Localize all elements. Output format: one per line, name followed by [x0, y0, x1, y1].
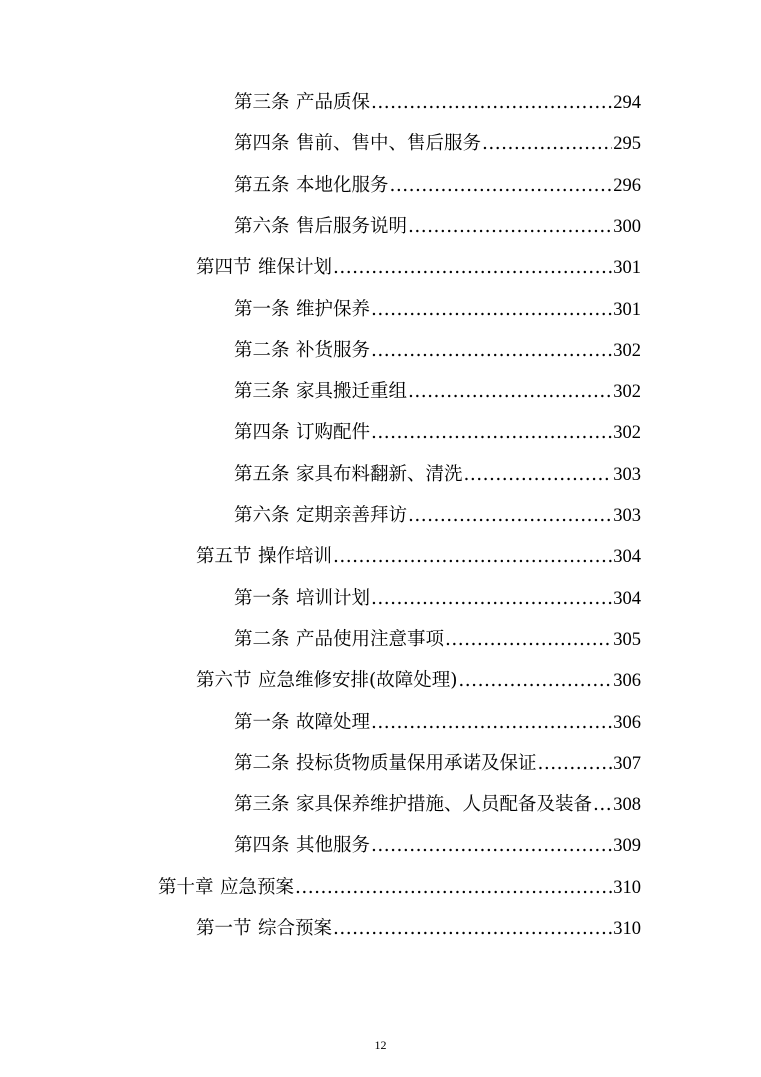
toc-entry-title	[158, 873, 294, 903]
toc-entry-text: 操作培训	[257, 546, 332, 568]
toc-entry[interactable]	[234, 831, 641, 861]
dot-leader	[295, 873, 612, 903]
dot-leader	[371, 295, 612, 325]
toc-entry-number: 第十章	[158, 876, 214, 898]
toc-entry-number: 第四条	[234, 133, 290, 155]
page-number: 12	[374, 1038, 387, 1052]
toc-entry-number: 第一节	[196, 918, 252, 939]
toc-entry-page: 302	[613, 382, 641, 403]
toc-entry-page: 308	[613, 795, 641, 816]
toc-entry-text: 产品质保	[295, 92, 370, 113]
toc-entry-page: 295	[613, 134, 641, 155]
toc-entry[interactable]	[234, 88, 641, 118]
dot-leader	[482, 129, 612, 159]
toc-entry-text: 补货服务	[295, 339, 370, 361]
toc-entry-number: 第六条	[234, 215, 290, 237]
dot-leader	[538, 749, 613, 779]
toc-entry-number: 第二条	[234, 752, 290, 774]
toc-entry-text: 家具搬迁重组	[295, 381, 407, 403]
dot-leader	[464, 460, 613, 490]
toc-entry-page: 302	[613, 423, 641, 444]
dot-leader	[408, 377, 612, 407]
dot-leader	[371, 88, 612, 118]
toc-entry-text: 综合预案	[257, 918, 332, 939]
toc-entry-title	[196, 253, 332, 283]
toc-entry-page: 294	[613, 93, 641, 113]
dot-leader	[371, 584, 612, 614]
toc-entry-title	[234, 212, 407, 242]
toc-entry-text: 家具布料翻新、清洗	[295, 463, 463, 485]
toc-entry-title	[196, 914, 332, 944]
toc-entry-page: 301	[613, 299, 641, 320]
toc-entry-title	[234, 336, 370, 366]
toc-entry-page: 303	[613, 506, 641, 526]
toc-entry[interactable]	[196, 542, 641, 572]
toc-entry-text: 应急预案	[219, 876, 294, 898]
toc-entry[interactable]	[158, 873, 641, 903]
toc-entry-text: 维护保养	[295, 298, 370, 320]
toc-entry-page: 310	[613, 919, 641, 939]
toc-entry-title	[234, 129, 481, 159]
toc-entry[interactable]	[196, 914, 641, 944]
toc-entry-text: 售前、售中、售后服务	[295, 133, 481, 155]
toc-entry-number: 第六节	[196, 670, 252, 692]
toc-entry[interactable]	[196, 253, 641, 283]
toc-entry-page: 306	[613, 712, 641, 733]
toc-entry-title	[234, 831, 370, 861]
toc-entry-text: 产品使用注意事项	[295, 628, 444, 650]
dot-leader	[371, 336, 612, 366]
dot-leader	[445, 625, 612, 655]
dot-leader	[333, 914, 612, 944]
toc-entry-number: 第一条	[234, 587, 290, 609]
toc-entry-page: 302	[613, 340, 641, 361]
toc-entry-number: 第四条	[234, 835, 290, 857]
toc-entry-page: 304	[613, 547, 641, 568]
toc-entry[interactable]	[234, 129, 641, 159]
toc-entry-title	[234, 625, 444, 655]
toc-entry[interactable]	[234, 295, 641, 325]
toc-entry-number: 第六条	[234, 505, 290, 526]
toc-entry-text: 故障处理	[295, 711, 370, 733]
dot-leader	[390, 171, 613, 201]
toc-entry-page: 309	[613, 836, 641, 857]
toc-entry-text: 售后服务说明	[295, 215, 407, 237]
toc-entry[interactable]	[234, 749, 641, 779]
toc-entry-number: 第二条	[234, 339, 290, 361]
toc-entry[interactable]	[234, 377, 641, 407]
toc-entry-number: 第二条	[234, 628, 290, 650]
toc-entry-page: 305	[613, 629, 641, 650]
toc-entry-title	[196, 542, 332, 572]
toc-entry-title	[234, 460, 463, 490]
toc-entry[interactable]	[234, 584, 641, 614]
toc-entry-page: 306	[613, 671, 641, 692]
dot-leader	[333, 542, 612, 572]
toc-entry-number: 第三条	[234, 381, 290, 403]
toc-entry-title	[234, 708, 370, 738]
toc-entry-text: 应急维修安排(故障处理)	[257, 670, 458, 692]
toc-entry-text: 其他服务	[295, 835, 370, 857]
toc-entry-number: 第四节	[196, 257, 252, 279]
toc-entry-title	[234, 295, 370, 325]
toc-entry-number: 第五节	[196, 546, 252, 568]
toc-entry[interactable]	[234, 708, 641, 738]
toc-entry[interactable]	[234, 790, 641, 820]
toc-entry-page: 304	[613, 588, 641, 609]
toc-entry-page: 307	[613, 753, 641, 774]
toc-entry-page: 296	[613, 175, 641, 196]
toc-entry-number: 第一条	[234, 298, 290, 320]
dot-leader	[458, 666, 612, 696]
toc-entry[interactable]	[234, 625, 641, 655]
toc-entry-text: 培训计划	[295, 587, 370, 609]
toc-entry[interactable]	[234, 212, 641, 242]
dot-leader	[371, 418, 612, 448]
toc-entry-number: 第一条	[234, 711, 290, 733]
toc-entry-title	[234, 790, 592, 820]
toc-entry-text: 投标货物质量保用承诺及保证	[295, 752, 537, 774]
dot-leader	[333, 253, 612, 283]
toc-entry-number: 第四条	[234, 422, 290, 444]
toc-entry-page: 301	[613, 258, 641, 279]
toc-entry-text: 本地化服务	[295, 174, 389, 196]
toc-entry[interactable]	[196, 666, 641, 696]
dot-leader	[408, 501, 612, 531]
dot-leader	[408, 212, 612, 242]
toc-entry-text: 订购配件	[295, 422, 370, 444]
toc-entry-title	[234, 88, 370, 118]
toc-entry-title	[234, 749, 537, 779]
toc-entry-number: 第五条	[234, 174, 290, 196]
toc-entry-title	[234, 171, 389, 201]
toc-entry-number: 第五条	[234, 463, 290, 485]
toc-entry[interactable]	[234, 501, 641, 531]
toc-entry[interactable]	[234, 418, 641, 448]
toc-entry-page: 310	[613, 877, 641, 898]
toc-entry-text: 定期亲善拜访	[295, 505, 407, 526]
toc-entry-title	[234, 584, 370, 614]
toc-entry-number: 第三条	[234, 92, 290, 113]
dot-leader	[371, 708, 612, 738]
toc-entry-title	[234, 501, 407, 531]
toc-entry[interactable]	[234, 460, 641, 490]
dot-leader	[593, 790, 612, 820]
toc-entry-page: 300	[613, 216, 641, 237]
toc-entry[interactable]	[234, 171, 641, 201]
toc-entry-text: 家具保养维护措施、人员配备及装备	[295, 794, 592, 816]
toc-entry-title	[234, 377, 407, 407]
toc-entry[interactable]	[234, 336, 641, 366]
toc-entry-number: 第三条	[234, 794, 290, 816]
toc-entry-text: 维保计划	[257, 257, 332, 279]
dot-leader	[371, 831, 612, 861]
toc-entry-page: 303	[613, 464, 641, 485]
toc-entry-title	[234, 418, 370, 448]
toc-entry-title	[196, 666, 457, 696]
